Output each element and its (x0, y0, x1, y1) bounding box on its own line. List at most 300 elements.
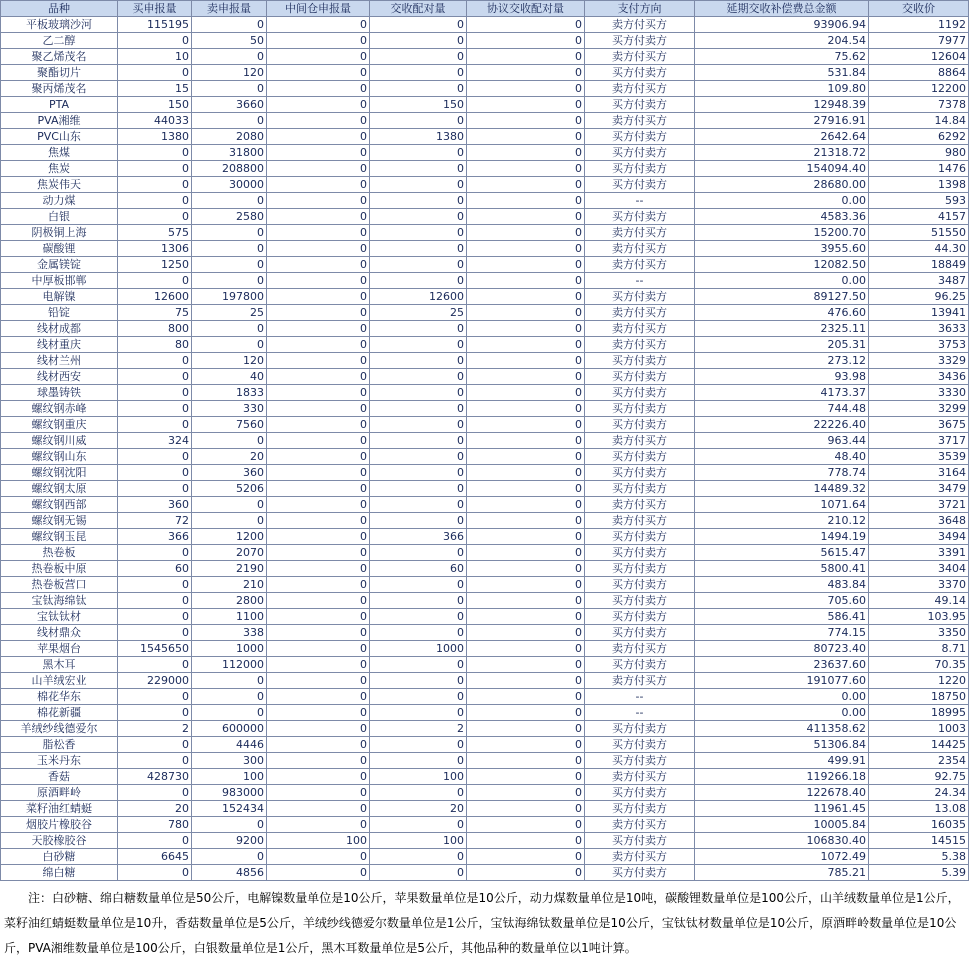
warehouse-qty-cell: 0 (267, 321, 370, 337)
payment-direction-cell: 买方付卖方 (585, 145, 695, 161)
agreement-qty-cell: 0 (467, 257, 585, 273)
buy-qty-cell: 44033 (118, 113, 192, 129)
delivery-price-cell: 1192 (869, 17, 969, 33)
delivery-price-cell: 3391 (869, 545, 969, 561)
buy-qty-cell: 0 (118, 417, 192, 433)
compensation-cell: 48.40 (695, 449, 869, 465)
variety-cell: 线材成都 (1, 321, 118, 337)
matched-qty-cell: 60 (370, 561, 467, 577)
table-row (1, 161, 969, 177)
payment-direction-cell: 买方付卖方 (585, 369, 695, 385)
compensation-cell: 785.21 (695, 865, 869, 881)
warehouse-qty-cell: 0 (267, 209, 370, 225)
compensation-cell: 122678.40 (695, 785, 869, 801)
variety-cell: 宝钛海绵钛 (1, 593, 118, 609)
matched-qty-cell: 20 (370, 801, 467, 817)
table-row (1, 289, 969, 305)
variety-cell: 天胶橡胶谷 (1, 833, 118, 849)
delivery-price-cell: 3436 (869, 369, 969, 385)
agreement-qty-cell: 0 (467, 625, 585, 641)
table-row (1, 673, 969, 689)
warehouse-qty-cell: 0 (267, 481, 370, 497)
sell-qty-cell: 0 (192, 273, 267, 289)
compensation-cell: 89127.50 (695, 289, 869, 305)
table-row (1, 785, 969, 801)
delivery-price-cell: 3330 (869, 385, 969, 401)
compensation-cell: 22226.40 (695, 417, 869, 433)
payment-direction-cell: 买方付卖方 (585, 417, 695, 433)
table-row (1, 625, 969, 641)
buy-qty-cell: 0 (118, 449, 192, 465)
compensation-cell: 109.80 (695, 81, 869, 97)
delivery-price-cell: 13941 (869, 305, 969, 321)
variety-cell: 螺纹钢沈阳 (1, 465, 118, 481)
buy-qty-cell: 0 (118, 705, 192, 721)
variety-cell: 螺纹钢川威 (1, 433, 118, 449)
compensation-cell: 4583.36 (695, 209, 869, 225)
agreement-qty-cell: 0 (467, 657, 585, 673)
buy-qty-cell: 1545650 (118, 641, 192, 657)
header-matched-qty: 交收配对量 (370, 1, 467, 17)
payment-direction-cell: 买方付卖方 (585, 177, 695, 193)
table-row (1, 337, 969, 353)
matched-qty-cell: 0 (370, 545, 467, 561)
sell-qty-cell: 120 (192, 353, 267, 369)
delivery-price-cell: 3539 (869, 449, 969, 465)
payment-direction-cell: -- (585, 689, 695, 705)
variety-cell: 脂松香 (1, 737, 118, 753)
table-row (1, 401, 969, 417)
table-row (1, 353, 969, 369)
payment-direction-cell: 卖方付买方 (585, 113, 695, 129)
payment-direction-cell: 买方付卖方 (585, 801, 695, 817)
variety-cell: 羊绒纱线德爱尔 (1, 721, 118, 737)
agreement-qty-cell: 0 (467, 513, 585, 529)
payment-direction-cell: 买方付卖方 (585, 657, 695, 673)
matched-qty-cell: 366 (370, 529, 467, 545)
delivery-price-cell: 980 (869, 145, 969, 161)
sell-qty-cell: 1100 (192, 609, 267, 625)
matched-qty-cell: 0 (370, 369, 467, 385)
variety-cell: 线材鼎众 (1, 625, 118, 641)
variety-cell: 焦煤 (1, 145, 118, 161)
payment-direction-cell: 买方付卖方 (585, 33, 695, 49)
delivery-price-cell: 44.30 (869, 241, 969, 257)
matched-qty-cell: 0 (370, 753, 467, 769)
table-row (1, 609, 969, 625)
payment-direction-cell: 买方付卖方 (585, 609, 695, 625)
agreement-qty-cell: 0 (467, 97, 585, 113)
header-sell-qty: 卖申报量 (192, 1, 267, 17)
agreement-qty-cell: 0 (467, 337, 585, 353)
sell-qty-cell: 25 (192, 305, 267, 321)
delivery-price-cell: 70.35 (869, 657, 969, 673)
agreement-qty-cell: 0 (467, 49, 585, 65)
buy-qty-cell: 0 (118, 401, 192, 417)
sell-qty-cell: 1000 (192, 641, 267, 657)
sell-qty-cell: 31800 (192, 145, 267, 161)
buy-qty-cell: 0 (118, 657, 192, 673)
agreement-qty-cell: 0 (467, 417, 585, 433)
agreement-qty-cell: 0 (467, 737, 585, 753)
buy-qty-cell: 0 (118, 33, 192, 49)
agreement-qty-cell: 0 (467, 609, 585, 625)
matched-qty-cell: 0 (370, 689, 467, 705)
warehouse-qty-cell: 0 (267, 593, 370, 609)
buy-qty-cell: 0 (118, 689, 192, 705)
sell-qty-cell: 2580 (192, 209, 267, 225)
delivery-price-cell: 3329 (869, 353, 969, 369)
sell-qty-cell: 4856 (192, 865, 267, 881)
table-row (1, 481, 969, 497)
matched-qty-cell: 0 (370, 481, 467, 497)
warehouse-qty-cell: 0 (267, 737, 370, 753)
payment-direction-cell: 买方付卖方 (585, 209, 695, 225)
payment-direction-cell: 卖方付买方 (585, 257, 695, 273)
delivery-price-cell: 8.71 (869, 641, 969, 657)
agreement-qty-cell: 0 (467, 593, 585, 609)
compensation-cell: 774.15 (695, 625, 869, 641)
variety-cell: 铅锭 (1, 305, 118, 321)
table-row (1, 17, 969, 33)
compensation-cell: 1494.19 (695, 529, 869, 545)
payment-direction-cell: 卖方付买方 (585, 321, 695, 337)
table-row (1, 529, 969, 545)
agreement-qty-cell: 0 (467, 673, 585, 689)
delivery-price-cell: 18995 (869, 705, 969, 721)
header-buy-qty: 买申报量 (118, 1, 192, 17)
matched-qty-cell: 100 (370, 769, 467, 785)
payment-direction-cell: 卖方付买方 (585, 17, 695, 33)
compensation-cell: 75.62 (695, 49, 869, 65)
compensation-cell: 15200.70 (695, 225, 869, 241)
agreement-qty-cell: 0 (467, 801, 585, 817)
header-compensation-total: 延期交收补偿费总金额 (695, 1, 869, 17)
buy-qty-cell: 75 (118, 305, 192, 321)
compensation-cell: 2642.64 (695, 129, 869, 145)
variety-cell: 螺纹钢山东 (1, 449, 118, 465)
agreement-qty-cell: 0 (467, 289, 585, 305)
payment-direction-cell: 买方付卖方 (585, 737, 695, 753)
buy-qty-cell: 10 (118, 49, 192, 65)
delivery-price-cell: 7378 (869, 97, 969, 113)
agreement-qty-cell: 0 (467, 865, 585, 881)
matched-qty-cell: 0 (370, 465, 467, 481)
sell-qty-cell: 4446 (192, 737, 267, 753)
buy-qty-cell: 1250 (118, 257, 192, 273)
buy-qty-cell: 0 (118, 481, 192, 497)
warehouse-qty-cell: 0 (267, 17, 370, 33)
sell-qty-cell: 3660 (192, 97, 267, 113)
compensation-cell: 27916.91 (695, 113, 869, 129)
delivery-price-cell: 1220 (869, 673, 969, 689)
warehouse-qty-cell: 0 (267, 161, 370, 177)
buy-qty-cell: 0 (118, 609, 192, 625)
buy-qty-cell: 0 (118, 65, 192, 81)
delivery-price-cell: 92.75 (869, 769, 969, 785)
variety-cell: 螺纹钢太原 (1, 481, 118, 497)
payment-direction-cell: -- (585, 273, 695, 289)
table-row (1, 225, 969, 241)
buy-qty-cell: 115195 (118, 17, 192, 33)
table-row (1, 641, 969, 657)
warehouse-qty-cell: 0 (267, 673, 370, 689)
table-body (1, 17, 969, 881)
buy-qty-cell: 0 (118, 353, 192, 369)
table-row (1, 97, 969, 113)
delivery-price-cell: 96.25 (869, 289, 969, 305)
payment-direction-cell: 卖方付买方 (585, 49, 695, 65)
compensation-cell: 476.60 (695, 305, 869, 321)
agreement-qty-cell: 0 (467, 385, 585, 401)
payment-direction-cell: 卖方付买方 (585, 81, 695, 97)
delivery-price-cell: 3479 (869, 481, 969, 497)
table-row (1, 801, 969, 817)
buy-qty-cell: 0 (118, 273, 192, 289)
sell-qty-cell: 7560 (192, 417, 267, 433)
sell-qty-cell: 0 (192, 337, 267, 353)
compensation-cell: 119266.18 (695, 769, 869, 785)
warehouse-qty-cell: 0 (267, 545, 370, 561)
payment-direction-cell: 买方付卖方 (585, 481, 695, 497)
warehouse-qty-cell: 0 (267, 273, 370, 289)
sell-qty-cell: 0 (192, 321, 267, 337)
variety-cell: 焦炭 (1, 161, 118, 177)
warehouse-qty-cell: 0 (267, 225, 370, 241)
delivery-price-cell: 16035 (869, 817, 969, 833)
payment-direction-cell: 卖方付买方 (585, 513, 695, 529)
payment-direction-cell: 买方付卖方 (585, 401, 695, 417)
delivery-price-cell: 1003 (869, 721, 969, 737)
matched-qty-cell: 0 (370, 433, 467, 449)
table-row (1, 417, 969, 433)
matched-qty-cell: 0 (370, 785, 467, 801)
warehouse-qty-cell: 0 (267, 449, 370, 465)
payment-direction-cell: 买方付卖方 (585, 449, 695, 465)
compensation-cell: 963.44 (695, 433, 869, 449)
compensation-cell: 0.00 (695, 689, 869, 705)
buy-qty-cell: 80 (118, 337, 192, 353)
matched-qty-cell: 2 (370, 721, 467, 737)
delivery-price-cell: 5.39 (869, 865, 969, 881)
variety-cell: 螺纹钢无锡 (1, 513, 118, 529)
warehouse-qty-cell: 0 (267, 97, 370, 113)
buy-qty-cell: 0 (118, 785, 192, 801)
variety-cell: 香菇 (1, 769, 118, 785)
table-row (1, 81, 969, 97)
matched-qty-cell: 0 (370, 273, 467, 289)
delivery-price-cell: 13.08 (869, 801, 969, 817)
variety-cell: 热卷板中原 (1, 561, 118, 577)
variety-cell: 绵白糖 (1, 865, 118, 881)
compensation-cell: 51306.84 (695, 737, 869, 753)
matched-qty-cell: 0 (370, 321, 467, 337)
variety-cell: 焦炭伟天 (1, 177, 118, 193)
sell-qty-cell: 330 (192, 401, 267, 417)
variety-cell: 棉花新疆 (1, 705, 118, 721)
buy-qty-cell: 360 (118, 497, 192, 513)
agreement-qty-cell: 0 (467, 81, 585, 97)
variety-cell: PVC山东 (1, 129, 118, 145)
buy-qty-cell: 0 (118, 369, 192, 385)
table-row (1, 737, 969, 753)
sell-qty-cell: 208800 (192, 161, 267, 177)
delivery-price-cell: 3164 (869, 465, 969, 481)
payment-direction-cell: 买方付卖方 (585, 561, 695, 577)
matched-qty-cell: 0 (370, 513, 467, 529)
table-row (1, 817, 969, 833)
variety-cell: 聚丙烯茂名 (1, 81, 118, 97)
agreement-qty-cell: 0 (467, 721, 585, 737)
table-row (1, 513, 969, 529)
delivery-price-cell: 1476 (869, 161, 969, 177)
table-row (1, 593, 969, 609)
compensation-cell: 11961.45 (695, 801, 869, 817)
payment-direction-cell: 买方付卖方 (585, 721, 695, 737)
payment-direction-cell: 买方付卖方 (585, 129, 695, 145)
footnote: 注：白砂糖、绵白糖数量单位是50公斤，电解镍数量单位是10公斤，苹果数量单位是10公斤，动力煤数量单位是10吨，碳酸锂数量单位是100公斤，山羊绒数量单位是1公斤，菜籽油红蜻蜓数量单位是10升，香菇数量单位是5公斤，羊绒纱线德爱尔数量单位是1公斤，宝钛海绵钛数量单位是10公斤，宝钛钛材数量单位是10公斤，原酒畔岭数量单位是10公斤，PVA湘维数量单位是100公斤，白银数量单位是1公斤，黑木耳数量单位是5公斤，其他品种的数量单位以1吨计算。 (4, 891, 960, 955)
warehouse-qty-cell: 100 (267, 833, 370, 849)
warehouse-qty-cell: 0 (267, 769, 370, 785)
variety-cell: 螺纹钢西部 (1, 497, 118, 513)
agreement-qty-cell: 0 (467, 129, 585, 145)
sell-qty-cell: 100 (192, 769, 267, 785)
compensation-cell: 12948.39 (695, 97, 869, 113)
variety-cell: 热卷板营口 (1, 577, 118, 593)
warehouse-qty-cell: 0 (267, 705, 370, 721)
matched-qty-cell: 12600 (370, 289, 467, 305)
delivery-price-cell: 18750 (869, 689, 969, 705)
header-warehouse-qty: 中间仓申报量 (267, 1, 370, 17)
buy-qty-cell: 6645 (118, 849, 192, 865)
payment-direction-cell: 买方付卖方 (585, 161, 695, 177)
delivery-price-cell: 593 (869, 193, 969, 209)
warehouse-qty-cell: 0 (267, 113, 370, 129)
payment-direction-cell: 买方付卖方 (585, 865, 695, 881)
agreement-qty-cell: 0 (467, 113, 585, 129)
compensation-cell: 778.74 (695, 465, 869, 481)
sell-qty-cell: 40 (192, 369, 267, 385)
agreement-qty-cell: 0 (467, 65, 585, 81)
variety-cell: 金属镁锭 (1, 257, 118, 273)
payment-direction-cell: 卖方付买方 (585, 497, 695, 513)
payment-direction-cell: 卖方付买方 (585, 225, 695, 241)
compensation-cell: 3955.60 (695, 241, 869, 257)
matched-qty-cell: 0 (370, 673, 467, 689)
payment-direction-cell: 买方付卖方 (585, 785, 695, 801)
header-payment-direction: 支付方向 (585, 1, 695, 17)
matched-qty-cell: 0 (370, 81, 467, 97)
table-row (1, 273, 969, 289)
agreement-qty-cell: 0 (467, 449, 585, 465)
sell-qty-cell: 2080 (192, 129, 267, 145)
payment-direction-cell: 买方付卖方 (585, 65, 695, 81)
compensation-cell: 5615.47 (695, 545, 869, 561)
agreement-qty-cell: 0 (467, 433, 585, 449)
sell-qty-cell: 0 (192, 193, 267, 209)
sell-qty-cell: 300 (192, 753, 267, 769)
table-row (1, 33, 969, 49)
variety-cell: 聚酯切片 (1, 65, 118, 81)
delivery-price-cell: 3404 (869, 561, 969, 577)
warehouse-qty-cell: 0 (267, 849, 370, 865)
delivery-price-cell: 12604 (869, 49, 969, 65)
agreement-qty-cell: 0 (467, 545, 585, 561)
table-row (1, 753, 969, 769)
compensation-cell: 744.48 (695, 401, 869, 417)
delivery-price-cell: 103.95 (869, 609, 969, 625)
matched-qty-cell: 0 (370, 193, 467, 209)
agreement-qty-cell: 0 (467, 561, 585, 577)
table-row (1, 49, 969, 65)
matched-qty-cell: 0 (370, 577, 467, 593)
delivery-price-cell: 4157 (869, 209, 969, 225)
buy-qty-cell: 0 (118, 833, 192, 849)
buy-qty-cell: 150 (118, 97, 192, 113)
sell-qty-cell: 0 (192, 497, 267, 513)
warehouse-qty-cell: 0 (267, 609, 370, 625)
variety-cell: 烟胶片橡胶谷 (1, 817, 118, 833)
table-row (1, 257, 969, 273)
buy-qty-cell: 0 (118, 625, 192, 641)
buy-qty-cell: 0 (118, 593, 192, 609)
warehouse-qty-cell: 0 (267, 417, 370, 433)
payment-direction-cell: 买方付卖方 (585, 833, 695, 849)
sell-qty-cell: 50 (192, 33, 267, 49)
variety-cell: 平板玻璃沙河 (1, 17, 118, 33)
table-row (1, 193, 969, 209)
sell-qty-cell: 0 (192, 817, 267, 833)
table-row (1, 145, 969, 161)
warehouse-qty-cell: 0 (267, 817, 370, 833)
table-row (1, 657, 969, 673)
sell-qty-cell: 0 (192, 689, 267, 705)
matched-qty-cell: 0 (370, 625, 467, 641)
delivery-price-cell: 12200 (869, 81, 969, 97)
warehouse-qty-cell: 0 (267, 289, 370, 305)
delivery-price-cell: 3753 (869, 337, 969, 353)
delivery-price-cell: 3487 (869, 273, 969, 289)
compensation-cell: 1072.49 (695, 849, 869, 865)
sell-qty-cell: 0 (192, 81, 267, 97)
matched-qty-cell: 0 (370, 385, 467, 401)
variety-cell: 聚乙烯茂名 (1, 49, 118, 65)
variety-cell: 山羊绒宏业 (1, 673, 118, 689)
agreement-qty-cell: 0 (467, 369, 585, 385)
matched-qty-cell: 150 (370, 97, 467, 113)
delivery-price-cell: 3494 (869, 529, 969, 545)
buy-qty-cell: 1306 (118, 241, 192, 257)
variety-cell: 线材西安 (1, 369, 118, 385)
agreement-qty-cell: 0 (467, 193, 585, 209)
buy-qty-cell: 0 (118, 145, 192, 161)
payment-direction-cell: -- (585, 705, 695, 721)
warehouse-qty-cell: 0 (267, 401, 370, 417)
table-row (1, 65, 969, 81)
buy-qty-cell: 0 (118, 177, 192, 193)
matched-qty-cell: 0 (370, 657, 467, 673)
table-row (1, 369, 969, 385)
sell-qty-cell: 5206 (192, 481, 267, 497)
sell-qty-cell: 9200 (192, 833, 267, 849)
variety-cell: 电解镍 (1, 289, 118, 305)
payment-direction-cell: 卖方付买方 (585, 817, 695, 833)
agreement-qty-cell: 0 (467, 145, 585, 161)
buy-qty-cell: 366 (118, 529, 192, 545)
agreement-qty-cell: 0 (467, 401, 585, 417)
compensation-cell: 12082.50 (695, 257, 869, 273)
delivery-price-cell: 5.38 (869, 849, 969, 865)
